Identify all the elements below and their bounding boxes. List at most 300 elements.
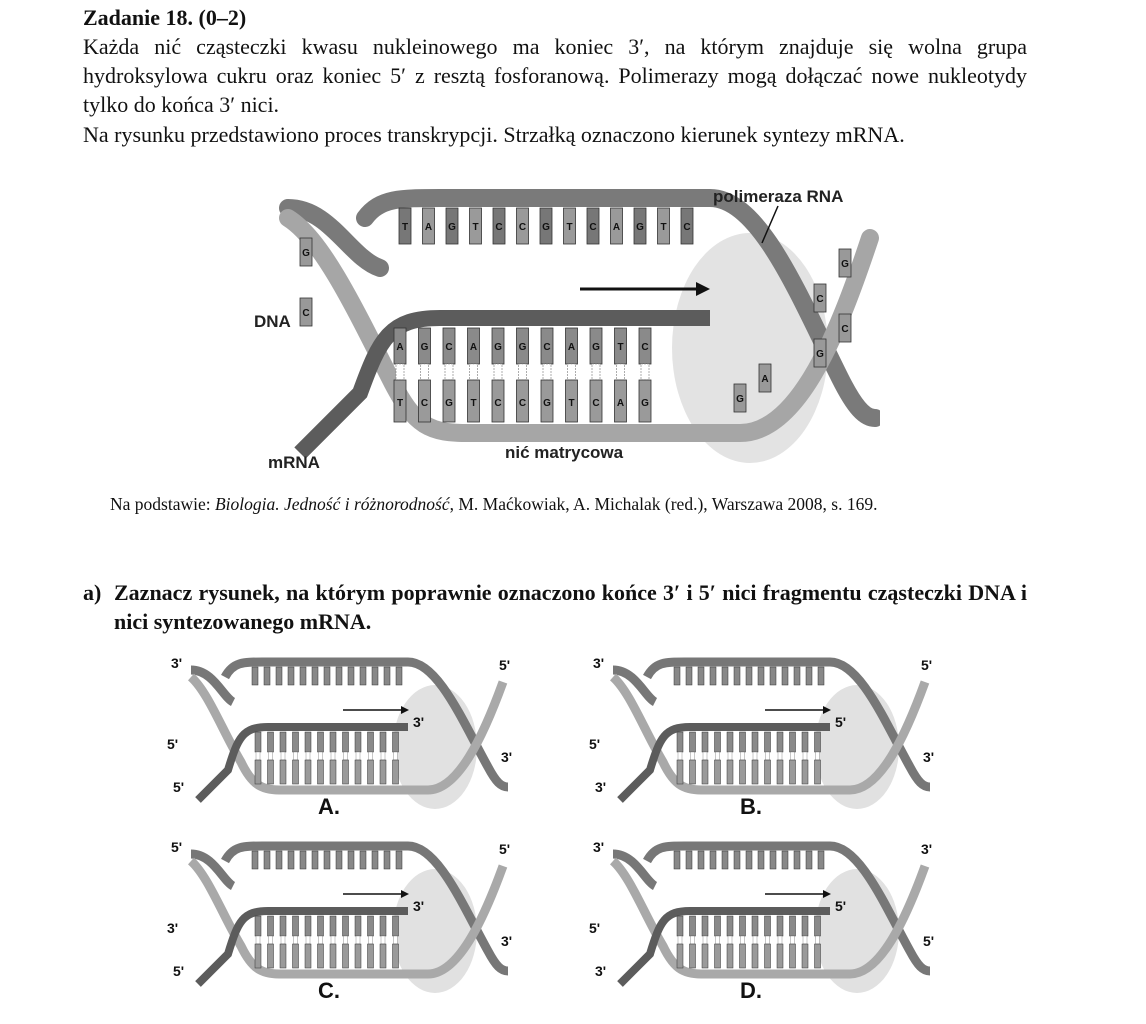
template-base xyxy=(702,760,708,784)
helix-base-letter: C xyxy=(302,308,310,319)
task-title: Zadanie 18. (0–2) xyxy=(83,5,247,30)
coding-base xyxy=(348,851,354,869)
mrna-base xyxy=(677,916,683,936)
base-bond xyxy=(691,752,695,760)
base-bond xyxy=(703,752,707,760)
base-bond xyxy=(728,936,732,944)
coding-base xyxy=(312,851,318,869)
template-base xyxy=(280,760,286,784)
coding-base xyxy=(276,667,282,685)
mrna-base xyxy=(318,916,324,936)
helix-base-letter: A xyxy=(761,374,769,385)
mrna-base xyxy=(727,916,733,936)
base-bond xyxy=(269,752,273,760)
template-base xyxy=(802,760,808,784)
coding-base xyxy=(396,667,402,685)
coding-base-letter: C xyxy=(495,222,503,233)
option-letter: D. xyxy=(740,978,762,1003)
template-base-letter: C xyxy=(420,398,429,409)
label-template-strand: nić matrycowa xyxy=(505,443,624,462)
coding-base xyxy=(288,851,294,869)
base-bond xyxy=(753,752,757,760)
end-label-mrna-left: 5' xyxy=(173,779,185,795)
coding-base xyxy=(734,667,740,685)
coding-base xyxy=(722,667,728,685)
option-b[interactable] xyxy=(585,652,955,822)
template-base-letter: G xyxy=(543,398,551,409)
template-base xyxy=(255,944,261,968)
template-base xyxy=(305,760,311,784)
mrna-base xyxy=(702,916,708,936)
mrna-base xyxy=(355,732,361,752)
mrna-base xyxy=(368,916,374,936)
template-base xyxy=(727,760,733,784)
template-base xyxy=(740,760,746,784)
coding-base xyxy=(396,851,402,869)
coding-base xyxy=(770,851,776,869)
label-mrna: mRNA xyxy=(268,453,320,472)
helix-base-letter: C xyxy=(816,294,824,305)
coding-base-letter: C xyxy=(683,222,691,233)
mrna-base xyxy=(355,916,361,936)
base-bond xyxy=(741,752,745,760)
coding-base xyxy=(324,851,330,869)
source-title: Biologia. Jedność i różnorodność xyxy=(214,494,450,514)
coding-base-letter: G xyxy=(636,222,644,233)
base-bond xyxy=(281,752,285,760)
mrna-base xyxy=(802,732,808,752)
base-bond xyxy=(344,752,348,760)
coding-base xyxy=(782,851,788,869)
helix-base xyxy=(839,314,851,342)
mrna-base-letter: A xyxy=(469,342,478,353)
mrna-base xyxy=(727,732,733,752)
template-base xyxy=(318,944,324,968)
base-bond xyxy=(778,936,782,944)
end-label-top-right: 5' xyxy=(499,841,511,857)
helix-base xyxy=(300,238,312,266)
coding-base xyxy=(276,851,282,869)
mrna-base xyxy=(790,732,796,752)
coding-base xyxy=(564,208,576,244)
coding-base xyxy=(681,208,693,244)
template-base xyxy=(343,944,349,968)
template-base xyxy=(393,944,399,968)
option-a[interactable] xyxy=(163,652,533,822)
base-bond xyxy=(356,752,360,760)
base-bond xyxy=(791,752,795,760)
coding-base xyxy=(336,851,342,869)
coding-base xyxy=(611,208,623,244)
helix-base xyxy=(839,249,851,277)
coding-base xyxy=(806,851,812,869)
mrna-base xyxy=(777,732,783,752)
end-label-mid-left: 5' xyxy=(589,920,601,936)
source-rest: , M. Maćkowiak, A. Michalak (red.), Warszawa 2008, s. 169. xyxy=(449,494,878,514)
task-intro: Każda nić cząsteczki kwasu nukleinowego ma koniec 3′, na którym znajduje się wolna grupa hydroksylowa cukru oraz koniec 5′ z resztą fosforanową. Polimerazy mogą dołączać nowe nukleotydy tylko do końca 3′ nici. xyxy=(83,34,1027,117)
mrna-base xyxy=(765,916,771,936)
mrna-base xyxy=(268,732,274,752)
option-c[interactable] xyxy=(163,836,533,1006)
coding-base xyxy=(264,667,270,685)
template-base xyxy=(765,944,771,968)
coding-base xyxy=(264,851,270,869)
coding-base xyxy=(493,208,505,244)
template-base xyxy=(368,760,374,784)
coding-base xyxy=(288,667,294,685)
base-bond xyxy=(741,936,745,944)
coding-base xyxy=(734,851,740,869)
option-letter: A. xyxy=(318,794,340,819)
coding-base-letter: T xyxy=(472,222,479,233)
base-pairs xyxy=(394,328,651,422)
coding-base xyxy=(399,208,411,244)
mrna-base-letter: G xyxy=(494,342,502,353)
coding-base-letter: G xyxy=(542,222,550,233)
template-base xyxy=(752,944,758,968)
mrna-base-letter: T xyxy=(617,342,624,353)
coding-base xyxy=(540,208,552,244)
question-label: a) xyxy=(83,580,102,605)
base-bond xyxy=(319,752,323,760)
base-bond xyxy=(716,936,720,944)
coding-base xyxy=(698,851,704,869)
coding-base-letter: T xyxy=(401,222,409,233)
coding-base xyxy=(758,667,764,685)
base-pair xyxy=(419,328,431,422)
template-base xyxy=(727,944,733,968)
coding-base xyxy=(360,851,366,869)
end-label-bottom-right: 3' xyxy=(501,749,513,765)
base-pair xyxy=(443,328,455,422)
template-base-letter: C xyxy=(518,398,527,409)
base-pair xyxy=(639,328,651,422)
coding-base xyxy=(746,667,752,685)
template-base-letter: G xyxy=(641,398,649,409)
end-label-mrna-end: 5' xyxy=(835,714,847,730)
helix-base-letter: G xyxy=(736,394,744,405)
mrna-base xyxy=(280,732,286,752)
end-label-mrna-end: 3' xyxy=(413,714,425,730)
mrna-base xyxy=(255,916,261,936)
base-bond xyxy=(716,752,720,760)
coding-base xyxy=(384,667,390,685)
mrna-base xyxy=(677,732,683,752)
helix-base xyxy=(734,384,746,412)
end-label-mid-left: 3' xyxy=(167,920,179,936)
end-label-bottom-right: 3' xyxy=(501,933,513,949)
base-bond xyxy=(703,936,707,944)
mrna-base xyxy=(305,916,311,936)
coding-base xyxy=(674,851,680,869)
mrna-base xyxy=(268,916,274,936)
helix-base-letter: G xyxy=(302,248,310,259)
base-pair xyxy=(517,328,529,422)
coding-base xyxy=(758,851,764,869)
mrna-base xyxy=(343,916,349,936)
mrna-base-letter: C xyxy=(641,342,649,353)
template-base xyxy=(752,760,758,784)
mrna-base-letter: G xyxy=(592,342,600,353)
base-bond xyxy=(691,936,695,944)
mrna-base xyxy=(777,916,783,936)
mrna-base xyxy=(318,732,324,752)
base-bond xyxy=(678,752,682,760)
template-base xyxy=(702,944,708,968)
coding-base xyxy=(806,667,812,685)
base-bond xyxy=(678,936,682,944)
base-bond xyxy=(331,936,335,944)
base-bond xyxy=(394,752,398,760)
mrna-base xyxy=(255,732,261,752)
helix-base xyxy=(814,284,826,312)
base-bond xyxy=(816,936,820,944)
mrna-base xyxy=(343,732,349,752)
coding-base xyxy=(348,667,354,685)
base-bond xyxy=(294,752,298,760)
mrna-base xyxy=(740,916,746,936)
base-bond xyxy=(791,936,795,944)
coding-base xyxy=(710,851,716,869)
label-polymerase: polimeraza RNA xyxy=(713,187,844,206)
coding-base xyxy=(372,667,378,685)
coding-base xyxy=(818,851,824,869)
end-label-bottom-right: 3' xyxy=(923,749,935,765)
end-label-top-left: 5' xyxy=(171,839,183,855)
template-base xyxy=(368,944,374,968)
base-bond xyxy=(381,936,385,944)
base-bond xyxy=(816,752,820,760)
coding-base xyxy=(770,667,776,685)
template-base xyxy=(330,760,336,784)
template-base xyxy=(715,944,721,968)
coding-base-letter: A xyxy=(424,222,433,233)
coding-base xyxy=(336,667,342,685)
coding-base-letter: G xyxy=(448,222,456,233)
end-label-top-left: 3' xyxy=(171,655,183,671)
coding-base-letter: T xyxy=(566,222,573,233)
coding-base-letter: A xyxy=(612,222,621,233)
coding-base xyxy=(252,851,258,869)
base-pair xyxy=(468,328,480,422)
mrna-base xyxy=(305,732,311,752)
mrna-base-letter: C xyxy=(445,342,453,353)
end-label-top-left: 3' xyxy=(593,839,605,855)
coding-base xyxy=(818,667,824,685)
option-letter: C. xyxy=(318,978,340,1003)
template-base xyxy=(268,760,274,784)
mrna-base xyxy=(380,732,386,752)
base-bond xyxy=(294,936,298,944)
label-dna: DNA xyxy=(254,312,291,331)
coding-base xyxy=(782,667,788,685)
mrna-base xyxy=(293,732,299,752)
mrna-base-letter: A xyxy=(396,342,404,353)
base-bond xyxy=(381,752,385,760)
template-base-letter: T xyxy=(396,398,404,409)
template-base xyxy=(355,944,361,968)
mrna-base xyxy=(393,732,399,752)
template-base xyxy=(790,944,796,968)
mrna-base xyxy=(765,732,771,752)
base-bond xyxy=(753,936,757,944)
coding-base xyxy=(746,851,752,869)
template-base-letter: C xyxy=(592,398,600,409)
base-pair xyxy=(566,328,578,422)
mrna-base xyxy=(280,916,286,936)
helix-base xyxy=(814,339,826,367)
mrna-base xyxy=(293,916,299,936)
template-base xyxy=(355,760,361,784)
coding-base xyxy=(372,851,378,869)
coding-base xyxy=(252,667,258,685)
template-base xyxy=(740,944,746,968)
mrna-base xyxy=(690,732,696,752)
option-d[interactable] xyxy=(585,836,955,1006)
coding-base-letter: C xyxy=(589,222,597,233)
template-base xyxy=(330,944,336,968)
coding-base xyxy=(360,667,366,685)
coding-base-letter: T xyxy=(660,222,667,233)
template-base xyxy=(790,760,796,784)
template-base xyxy=(815,760,821,784)
source-prefix: Na podstawie: xyxy=(110,494,215,514)
base-pair xyxy=(492,328,504,422)
coding-base xyxy=(300,667,306,685)
template-base xyxy=(280,944,286,968)
template-base xyxy=(255,760,261,784)
template-base-letter: A xyxy=(616,398,625,409)
helix-base-letter: G xyxy=(841,259,849,270)
coding-base xyxy=(794,851,800,869)
template-base xyxy=(380,760,386,784)
mrna-base xyxy=(715,732,721,752)
end-label-bottom-right: 5' xyxy=(923,933,935,949)
end-label-top-right: 3' xyxy=(921,841,933,857)
base-bond xyxy=(306,752,310,760)
base-bond xyxy=(356,936,360,944)
base-bond xyxy=(256,752,260,760)
template-base xyxy=(380,944,386,968)
template-base xyxy=(318,760,324,784)
mrna-base-letter: G xyxy=(518,342,527,353)
task-intro-2: Na rysunku przedstawiono proces transkrypcji. Strzałką oznaczono kierunek syntezy mRNA. xyxy=(83,122,905,147)
mrna-base xyxy=(393,916,399,936)
coding-base xyxy=(634,208,646,244)
template-base xyxy=(343,760,349,784)
base-bond xyxy=(344,936,348,944)
coding-strand-bases xyxy=(399,208,693,244)
template-base-letter: G xyxy=(445,398,453,409)
coding-base xyxy=(587,208,599,244)
base-pair xyxy=(615,328,627,422)
template-base xyxy=(305,944,311,968)
template-base xyxy=(777,760,783,784)
coding-base xyxy=(446,208,458,244)
mrna-base xyxy=(702,732,708,752)
coding-base xyxy=(470,208,482,244)
base-bond xyxy=(766,936,770,944)
base-bond xyxy=(728,752,732,760)
coding-base xyxy=(324,667,330,685)
template-base xyxy=(293,760,299,784)
mrna-base xyxy=(740,732,746,752)
base-bond xyxy=(269,936,273,944)
mrna-base xyxy=(690,916,696,936)
template-base-letter: C xyxy=(494,398,502,409)
template-base xyxy=(690,760,696,784)
question-text: Zaznacz rysunek, na którym poprawnie oznaczono końce 3′ i 5′ nici fragmentu cząsteczki DNA i nici syntezowanego mRNA. xyxy=(114,580,1027,634)
end-label-mid-left: 5' xyxy=(167,736,179,752)
mrna-base-letter: C xyxy=(543,342,551,353)
helix-base-letter: C xyxy=(841,324,849,335)
helix-base xyxy=(300,298,312,326)
end-label-mid-left: 5' xyxy=(589,736,601,752)
template-base xyxy=(268,944,274,968)
template-base xyxy=(715,760,721,784)
option-letter: B. xyxy=(740,794,762,819)
mrna-base xyxy=(790,916,796,936)
end-label-top-right: 5' xyxy=(921,657,933,673)
end-label-mrna-end: 3' xyxy=(413,898,425,914)
base-bond xyxy=(369,752,373,760)
base-bond xyxy=(766,752,770,760)
template-base xyxy=(690,944,696,968)
helix-base xyxy=(759,364,771,392)
template-base-letter: T xyxy=(568,398,575,409)
end-label-mrna-left: 3' xyxy=(595,963,607,979)
figure-source xyxy=(110,494,1040,515)
template-base xyxy=(677,944,683,968)
base-bond xyxy=(331,752,335,760)
template-base xyxy=(677,760,683,784)
mrna-base-letter: A xyxy=(567,342,576,353)
coding-base xyxy=(710,667,716,685)
mrna-base xyxy=(802,916,808,936)
mrna-base xyxy=(715,916,721,936)
coding-base xyxy=(312,667,318,685)
template-base xyxy=(777,944,783,968)
base-bond xyxy=(778,752,782,760)
base-bond xyxy=(256,936,260,944)
mrna-base xyxy=(815,916,821,936)
coding-base xyxy=(658,208,670,244)
mrna-base xyxy=(368,732,374,752)
base-pair xyxy=(590,328,602,422)
mrna-base xyxy=(752,916,758,936)
base-bond xyxy=(281,936,285,944)
base-bond xyxy=(803,936,807,944)
coding-base-letter: C xyxy=(518,222,527,233)
end-label-mrna-left: 3' xyxy=(595,779,607,795)
coding-base xyxy=(698,667,704,685)
template-base xyxy=(393,760,399,784)
left-helix-bases xyxy=(300,238,312,326)
base-pair xyxy=(394,328,406,422)
mrna-base xyxy=(330,916,336,936)
end-label-mrna-left: 5' xyxy=(173,963,185,979)
mrna-base xyxy=(330,732,336,752)
mrna-base xyxy=(815,732,821,752)
mrna-base xyxy=(752,732,758,752)
base-bond xyxy=(306,936,310,944)
base-bond xyxy=(319,936,323,944)
mrna-base-letter: G xyxy=(420,342,429,353)
end-label-top-right: 5' xyxy=(499,657,511,673)
coding-base xyxy=(423,208,435,244)
template-base xyxy=(293,944,299,968)
base-bond xyxy=(369,936,373,944)
